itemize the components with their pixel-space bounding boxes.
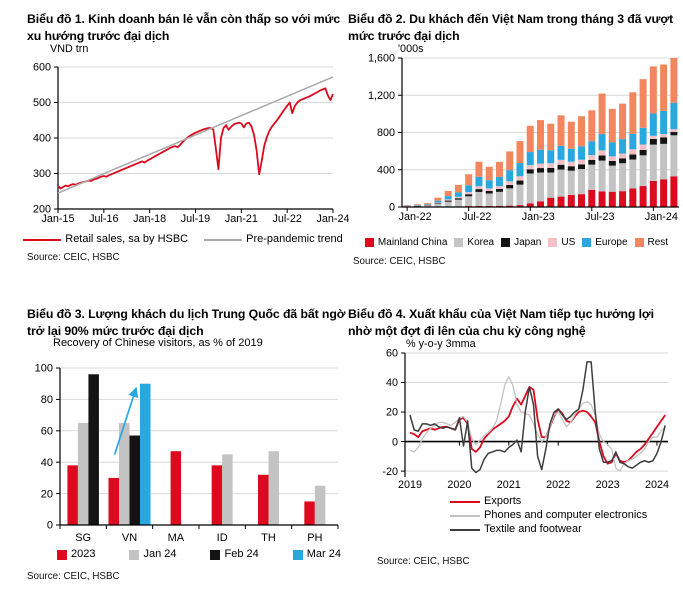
y-tick-label: 80 [40, 394, 53, 407]
legend-swatch [365, 238, 374, 247]
bar-segment [475, 189, 482, 192]
bar-segment [619, 139, 626, 153]
chart1-y-axis-unit-label: VND trn [50, 43, 89, 55]
y-tick-label: 40 [385, 377, 398, 390]
bar-segment [599, 94, 606, 135]
y-tick-label: -20 [382, 465, 398, 478]
chinese-visitor-recovery-bar-plot [27, 358, 345, 548]
bar-segment [609, 166, 616, 192]
legend-label: Japan [514, 237, 542, 248]
bar [269, 451, 280, 525]
legend-item [450, 523, 582, 536]
bar-segment [537, 150, 544, 164]
bar-segment [547, 198, 554, 207]
bar-segment [650, 66, 657, 113]
bar [171, 451, 182, 525]
bar-segment [599, 156, 606, 161]
bar-segment [537, 120, 544, 150]
bar-segment [650, 145, 657, 181]
bar-segment [537, 164, 544, 168]
bar-segment [516, 141, 523, 163]
y-tick-label: 60 [385, 347, 398, 360]
x-tick-label: Jan-22 [398, 211, 432, 223]
x-tick-label: Jan-15 [41, 213, 75, 225]
bar-segment [670, 129, 677, 132]
y-tick-label: 400 [376, 164, 395, 177]
bar-segment [527, 152, 534, 165]
bar-segment [475, 162, 482, 177]
bar-segment [588, 190, 595, 207]
legend-label: Europe [595, 237, 628, 248]
bar-segment [434, 198, 441, 201]
legend-label: US [561, 237, 576, 248]
visitor-arrivals-stacked-bar-plot [348, 50, 683, 232]
y-tick-label: 600 [32, 61, 51, 74]
x-tick-label: MA [167, 532, 185, 544]
legend-label: Exports [484, 495, 522, 507]
legend-item [635, 236, 669, 249]
legend-swatch [450, 515, 480, 517]
y-tick-label: 1,200 [367, 89, 395, 102]
bar-segment [650, 113, 657, 135]
legend-item [129, 548, 176, 561]
bar-segment [516, 181, 523, 185]
bar-segment [537, 173, 544, 202]
bar-segment [588, 160, 595, 165]
bar-segment [414, 204, 421, 205]
legend-item [365, 236, 448, 249]
y-tick-label: 20 [385, 406, 398, 419]
bar-segment [568, 171, 575, 195]
bar-segment [424, 203, 431, 204]
bar-segment [578, 146, 585, 160]
legend-swatch [635, 238, 644, 247]
bar-segment [465, 192, 472, 194]
bar-segment [537, 201, 544, 207]
bar-segment [558, 160, 565, 165]
legend-label: Korea [467, 237, 495, 248]
bar-segment [660, 65, 667, 111]
bar [222, 454, 233, 525]
x-tick-label: Jan-18 [133, 213, 167, 225]
legend-label: Phones and computer electronics [484, 509, 648, 521]
legend-item [548, 236, 575, 249]
bar-segment [640, 145, 647, 150]
bar-segment [619, 158, 626, 163]
bar-segment [650, 181, 657, 207]
bar-segment [588, 165, 595, 190]
bar-segment [547, 124, 554, 151]
bar-segment [547, 173, 554, 198]
bar-segment [486, 180, 493, 188]
bar-segment [619, 154, 626, 159]
legend-label: Pre-pandemic trend [246, 233, 343, 245]
legend-item [210, 548, 258, 561]
bar [304, 501, 315, 525]
chart3-legend [57, 548, 341, 561]
legend-swatch [293, 550, 303, 560]
bar-segment [619, 163, 626, 191]
bar-segment [496, 192, 503, 206]
bar-segment [445, 202, 452, 207]
bar-segment [558, 146, 565, 160]
bar-segment [496, 177, 503, 186]
chart2-source-note: Source: CEIC, HSBC [353, 256, 446, 267]
bar-segment [558, 170, 565, 197]
bar-segment [537, 168, 544, 172]
x-tick-label: 2019 [397, 479, 423, 491]
bar-segment [640, 150, 647, 155]
chart4-y-axis-unit-label: % y-o-y 3mma [406, 338, 476, 350]
bar-segment [506, 181, 513, 185]
bar-segment [670, 103, 677, 130]
bar-segment [558, 115, 565, 146]
bar-segment [609, 109, 616, 143]
bar-segment [424, 205, 431, 206]
x-tick-label: Jan-21 [224, 213, 258, 225]
legend-item [582, 236, 627, 249]
bar-segment [578, 169, 585, 194]
bar-segment [455, 198, 462, 199]
legend-label: 2023 [71, 548, 96, 560]
bar-segment [547, 150, 554, 163]
y-tick-label: 20 [40, 488, 53, 501]
x-tick-label: Jan-24 [316, 213, 350, 225]
chart2-y-axis-unit-label: '000s [398, 43, 424, 55]
x-tick-label: Jul-19 [180, 213, 211, 225]
legend-item [450, 509, 647, 522]
bar-segment [578, 194, 585, 207]
x-tick-label: 2024 [644, 479, 670, 491]
bar [78, 423, 89, 525]
bar [258, 475, 269, 525]
legend-item [293, 548, 341, 561]
bar-segment [588, 155, 595, 160]
bar-segment [486, 167, 493, 180]
bar-segment [434, 204, 441, 207]
legend-item [23, 233, 188, 246]
bar-segment [558, 197, 565, 207]
bar-segment [445, 191, 452, 196]
bar-segment [475, 186, 482, 189]
bar-segment [455, 200, 462, 207]
bar-segment [506, 185, 513, 188]
chart3-subtitle: Recovery of Chinese visitors, as % of 2019 [53, 337, 263, 349]
bar-segment [414, 206, 421, 207]
bar-segment [455, 185, 462, 192]
bar-segment [527, 169, 534, 173]
bar-segment [434, 201, 441, 203]
legend-label: Feb 24 [224, 548, 259, 560]
bar-segment [424, 204, 431, 205]
legend-swatch [57, 550, 67, 560]
bar-segment [486, 191, 493, 194]
bar-segment [414, 205, 421, 206]
legend-label: Mar 24 [306, 548, 341, 560]
bar-segment [547, 168, 554, 173]
bar-segment [455, 192, 462, 196]
bar-segment [506, 170, 513, 181]
bar-segment [404, 206, 411, 207]
bar [130, 436, 141, 525]
bar-segment [465, 194, 472, 196]
bar-segment [527, 126, 534, 152]
y-tick-label: 1,600 [367, 52, 395, 65]
y-tick-label: 400 [32, 132, 51, 145]
legend-label: Retail sales, sa by HSBC [65, 233, 189, 245]
legend-item [57, 548, 95, 561]
bar [212, 465, 223, 525]
bar-segment [568, 122, 575, 149]
chart1-title: Biểu đồ 1. Kinh doanh bán lẻ vẫn còn thấp so với mức xu hướng trước đại dịch [27, 12, 341, 43]
legend-swatch [204, 239, 242, 241]
x-tick-label: 2020 [447, 479, 472, 491]
legend-swatch [548, 238, 557, 247]
bar-segment [527, 173, 534, 203]
exports-line-plot [352, 348, 683, 496]
y-tick-label: 0 [46, 519, 53, 532]
legend-swatch [210, 550, 220, 560]
chart2-title: Biểu đồ 2. Du khách đến Việt Nam trong tháng 3 đã vượt mức trước đại dịch [348, 12, 673, 43]
legend-label: Textile and footwear [484, 523, 582, 535]
y-tick-label: 100 [34, 362, 53, 375]
y-tick-label: 300 [32, 168, 51, 181]
bar-segment [629, 134, 636, 149]
y-tick-label: 0 [388, 201, 395, 214]
x-tick-label: 2021 [496, 479, 521, 491]
bar-segment [588, 141, 595, 155]
legend-swatch [23, 239, 61, 241]
bar [140, 384, 151, 525]
chart1-source-note: Source: CEIC, HSBC [27, 252, 120, 263]
bar-segment [445, 196, 452, 199]
legend-label: Jan 24 [143, 548, 177, 560]
bar-segment [445, 201, 452, 202]
x-tick-label: ID [216, 532, 228, 544]
bar-segment [465, 174, 472, 185]
bar-segment [650, 139, 657, 145]
bar-segment [465, 196, 472, 206]
bar-segment [568, 195, 575, 207]
bar-segment [660, 179, 667, 207]
bar-segment [475, 177, 482, 186]
bar-segment [629, 149, 636, 154]
series-line [58, 77, 333, 193]
x-tick-label: VN [121, 532, 138, 544]
bar-segment [609, 192, 616, 207]
x-tick-label: Jul-16 [89, 213, 119, 225]
legend-swatch [454, 238, 463, 247]
bar [315, 486, 326, 525]
bar-segment [599, 161, 606, 192]
x-tick-label: 2023 [595, 479, 620, 491]
bar-segment [506, 151, 513, 170]
legend-swatch [450, 501, 480, 503]
legend-item [204, 233, 343, 246]
y-tick-label: 40 [40, 456, 53, 469]
bar [67, 465, 78, 525]
y-tick-label: 0 [391, 436, 398, 449]
bar-segment [609, 161, 616, 166]
chart1-legend [27, 233, 343, 246]
bar-segment [599, 191, 606, 207]
y-tick-label: 500 [32, 97, 51, 110]
bar-segment [629, 160, 636, 189]
legend-item [454, 236, 494, 249]
bar-segment [434, 203, 441, 204]
x-tick-label: SG [75, 532, 92, 544]
bar-segment [629, 154, 636, 159]
bar-segment [578, 116, 585, 146]
bar-segment [496, 189, 503, 192]
bar-segment [660, 111, 667, 134]
bar-segment [455, 197, 462, 198]
bar-segment [578, 160, 585, 165]
legend-swatch [501, 238, 510, 247]
bar-segment [568, 162, 575, 166]
x-tick-label: PH [307, 532, 323, 544]
x-tick-label: Jan-24 [644, 211, 678, 223]
bar-segment [445, 199, 452, 200]
bar-segment [640, 128, 647, 145]
x-tick-label: Jul-22 [272, 213, 302, 225]
legend-swatch [582, 238, 591, 247]
bar-segment [660, 134, 667, 137]
bar-segment [496, 186, 503, 189]
bar-segment [486, 188, 493, 191]
bar-segment [670, 58, 677, 103]
bar-segment [609, 142, 616, 156]
bar-segment [640, 155, 647, 186]
bar-segment [609, 156, 616, 161]
legend-label: Mainland China [377, 237, 448, 248]
bar-segment [660, 137, 667, 144]
bar [88, 374, 99, 525]
chart4-title: Biểu đồ 4. Xuất khẩu của Việt Nam tiếp tục hưởng lợi nhờ một đợt đi lên của chu kỳ công nghệ [348, 307, 654, 338]
chart4-legend [450, 495, 647, 536]
chart3-source-note: Source: CEIC, HSBC [27, 571, 120, 582]
bar-segment [578, 164, 585, 169]
bar-segment [599, 150, 606, 155]
bar-segment [475, 192, 482, 206]
x-tick-label: Jan-23 [521, 211, 555, 223]
y-tick-label: 200 [32, 203, 51, 216]
x-tick-label: TH [261, 532, 276, 544]
legend-swatch [129, 550, 139, 560]
bar-segment [660, 144, 667, 179]
bar-segment [670, 135, 677, 176]
bar-segment [629, 92, 636, 134]
bar-segment [558, 165, 565, 170]
bar-segment [629, 188, 636, 207]
legend-item [450, 495, 521, 508]
bar-segment [568, 166, 575, 170]
bar-segment [588, 110, 595, 141]
chart4-source-note: Source: CEIC, HSBC [377, 556, 470, 567]
y-tick-label: 800 [376, 127, 395, 140]
chart3-title: Biểu đồ 3. Lượng khách du lịch Trung Quốc đã bất ngờ trở lại 90% mức trước đại dịch [27, 307, 346, 338]
bar-segment [619, 191, 626, 207]
bar-segment [465, 185, 472, 192]
x-tick-label: Jul-22 [461, 211, 492, 223]
x-tick-label: Jul-23 [585, 211, 615, 223]
bar-segment [619, 104, 626, 139]
bar-segment [486, 193, 493, 205]
legend-item [501, 236, 541, 249]
x-tick-label: 2022 [546, 479, 571, 491]
bar-segment [670, 132, 677, 135]
bar-segment [516, 163, 523, 176]
bar-segment [640, 79, 647, 128]
chart2-legend [350, 236, 683, 249]
bar-segment [650, 136, 657, 139]
bar-segment [640, 186, 647, 207]
bar-segment [599, 134, 606, 150]
bar-segment [506, 188, 513, 205]
retail-sales-line-plot [27, 58, 350, 233]
bar-segment [516, 185, 523, 205]
legend-swatch [450, 529, 480, 531]
bar-segment [404, 205, 411, 206]
bar-segment [547, 163, 554, 168]
bar-segment [527, 165, 534, 169]
bar-segment [568, 149, 575, 162]
y-tick-label: 60 [40, 425, 53, 438]
bar-segment [516, 176, 523, 180]
bar-segment [496, 162, 503, 177]
legend-label: Rest [647, 237, 669, 248]
bar-segment [670, 176, 677, 207]
bar-segment [434, 203, 441, 204]
bar [109, 478, 120, 525]
